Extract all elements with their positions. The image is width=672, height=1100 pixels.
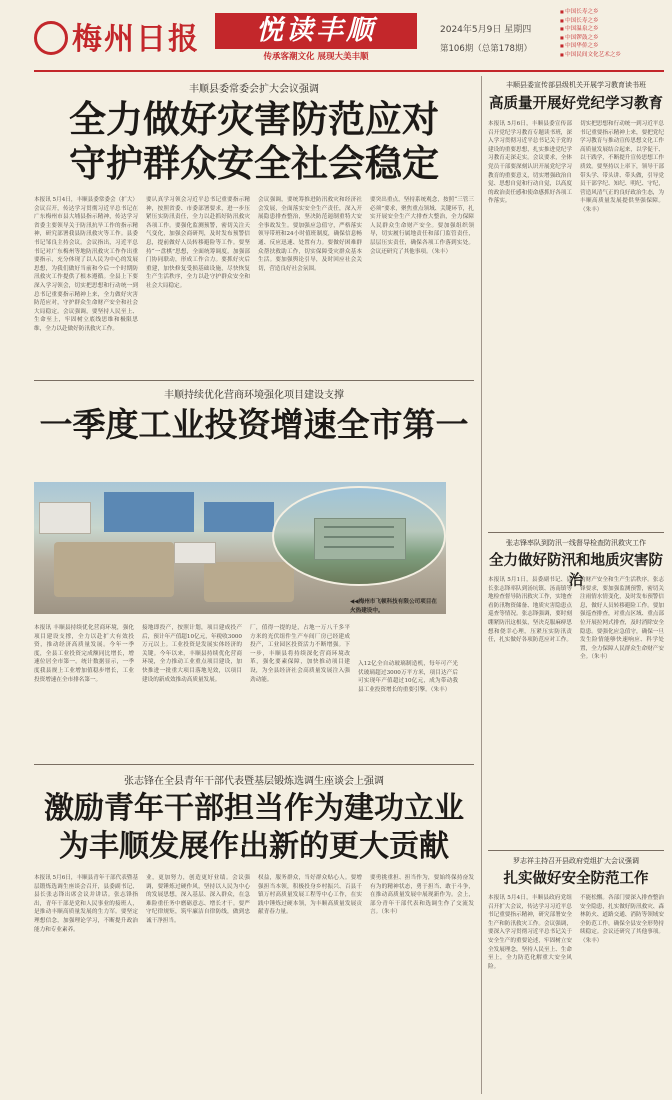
promo-list xyxy=(560,8,664,60)
promo-item: ■ 中国长寿之乡 xyxy=(560,8,664,17)
issue-number: 第106期（总第178期） xyxy=(440,44,532,54)
article2-title: 一季度工业投资增速全市第一 xyxy=(39,405,469,444)
article1-col2: 要认真学习领会习近平总书记重要指示精神，按照省委、市委部署要求，进一步压紧压实防汛责任，全力以赴抓好防汛救灾各项工作。要强化监测预警，密切关注天气变化，加强会商研判，及时发布预警信息，提前做好人员转移避险等工作。要坚持“一盘棋”思想，全面统筹调度，加强部门协同联动，形成工作合力。要抓好灾后重建，加快修复受损基础设施，尽快恢复生产生活秩序，全力以赴守护群众安全和社会大局稳定。 xyxy=(146,197,250,289)
article3-col4: 要勇挑重担、担当作为，要始终保持奋发有为的精神状态，勇于担当、敢于斗争，在推动高质量发展中展现新作为。会上，部分青年干部代表和选调生作了交流发言。（朱丰） xyxy=(370,875,474,916)
article2-col1: 本报讯 丰顺县持续优化营商环境，强化项目建设支撑，全力以赴扩大有效投资，推动经济高质量发展。今年一季度，全县工业投资完成额同比增长，增速位居全市第一。统计数据显示，一季度我县规上工业增加值稳步增长，工业投资增速在全市排名第一。 xyxy=(34,625,134,683)
article3-col1: 本报讯 5月6日，丰顺县青年干部代表暨基层锻炼选调生座谈会召开，县委副书记、县长张志锋出席会议并讲话。张志锋指出，青年干部是党和人民事业的接班人，是推动丰顺高质量发展的生力军。要坚定理想信念，加强理论学习，不断提升政治能力和专业素养。 xyxy=(34,875,138,933)
side3-col1: 本报讯 5月4日，丰顺县政府党组召开扩大会议，传达学习习近平总书记重要指示精神，研究部署安全生产和防汛救灾工作。会议强调，要深入学习贯彻习近平总书记关于安全生产的重要论述，牢固树立安全发展理念，坚持人民至上、生命至上，全力防范化解重大安全风险。 xyxy=(488,895,572,970)
side2-kicker: 张志锋率队到防汛一线督导检查防汛救灾工作 xyxy=(506,539,646,547)
article2-kicker: 丰顺持续优化营商环境强化项目建设支撑 xyxy=(164,390,344,401)
article1-col3: 会议强调，要统筹推进防汛救灾和经济社会发展，全面落实安全生产责任，深入开展隐患排查整治，坚决防范遏制重特大安全事故发生。要加强应急值守，严格落实领导带班和24小时值班制度，确保信息畅通、反应迅速、处置有力。要做好困难群众帮扶救助工作，切实保障受灾群众基本生活。要加强舆论引导，及时回应社会关切，营造良好社会氛围。 xyxy=(258,197,362,272)
factory-inset-photo xyxy=(272,486,446,586)
article2-col2: 接地即投产，按照计划，项目建成投产后，预计年产值超10亿元，年税收3000万元以上。工业投资是发展实体经济的关键。今年以来，丰顺县持续优化营商环境，全力推动工业重点项目建设，加快推进一批重大项目落地见效，以项目建设的新成效推动高质量发展。 xyxy=(142,625,242,683)
column-slogan: 传承客潮文化 展现大美丰顺 xyxy=(263,52,369,62)
article1-title-2: 守护群众安全社会稳定 xyxy=(69,142,439,185)
side1-col2: 切实把思想和行动统一到习近平总书记重要指示精神上来，要把党纪学习教育与推动宣传思想文化工作高质量发展结合起来，以学促干、以干践学，不断提升宣传思想工作质效。要坚持以上率下，领导干部带头学、带头讲、带头做，引导党员干部学纪、知纪、明纪、守纪，营造风清气正的良好政治生态，为丰顺高质量发展提供坚强保障。（朱丰） xyxy=(580,121,664,213)
divider xyxy=(34,764,474,765)
article1-col4: 要突出重点，坚持系统观念，按照“三管三必须”要求，聚焦重点领域、关键环节，扎实开展安全生产大排查大整治，全力保障人民群众生命财产安全。要加强组织领导，切实履行属地责任和部门监管责任，层层压实责任，确保各项工作落到实处。会议还研究了其他事项。（朱丰） xyxy=(370,197,474,255)
side2-col1: 本报讯 5月1日，县委副书记、县长张志锋率队到汤坑镇、汤南镇等地检查督导防汛救灾工作，实地查看防汛物资储备、地质灾害隐患点巡查等情况。张志锋强调，要时刻绷紧防汛这根弦，坚决克服麻痹思想和侥幸心理，压紧压实防汛责任，扎实做好各项防范应对工作。 xyxy=(488,577,572,644)
logo-text: 梅州日报 xyxy=(72,22,200,57)
promo-item: ■ 中国长寿之乡 xyxy=(560,17,664,26)
article3-col2: 业，更加努力，创造更好业绩。会议强调，要锤炼过硬作风，坚持以人民为中心的发展思想，深入基层、深入群众，在急难险重任务中磨砺意志、增长才干。要严守纪律规矩，筑牢廉洁自律防线，做到忠诚干净担当。 xyxy=(146,875,250,924)
article3-title-1: 激励青年干部担当作为建功立业 xyxy=(44,791,464,826)
article3-title-2: 为丰顺发展作出新的更大贡献 xyxy=(59,829,449,864)
promo-item: ■ 中国华侨之乡 xyxy=(560,42,664,51)
side3-kicker: 罗志祥主持召开县政府党组扩大会议强调 xyxy=(513,857,639,865)
divider xyxy=(34,380,474,381)
side3-title: 扎实做好安全防范工作 xyxy=(503,871,649,887)
article1-kicker: 丰顺县委常委会扩大会议强调 xyxy=(189,84,319,95)
side1-title: 高质量开展好党纪学习教育 xyxy=(489,96,663,112)
masthead-divider xyxy=(34,70,664,72)
article1-title-1: 全力做好灾害防范应对 xyxy=(69,98,439,141)
divider xyxy=(488,532,664,533)
side1-kicker: 丰顺县委宣传部县级机关开展学习教育读书班 xyxy=(506,81,646,89)
issue-date: 2024年5月9日 星期四 xyxy=(440,25,532,35)
column-banner: 悦读丰顺 xyxy=(215,13,417,49)
promo-item: ■ 中国锣鼓之乡 xyxy=(560,34,664,43)
column-separator xyxy=(481,76,482,1094)
side2-title: 全力做好防汛和地质灾害防治 xyxy=(489,553,663,589)
article2-col3: 厂，值得一提的是，占地一万八千多平方米的光伏组件生产车间厂房已经建成投产，工业园区投资活力不断增强。下一步，丰顺县将持续深化营商环境改革，强化要素保障，加快推动项目建设，为全县经济社会高质量发展注入强劲动能。 xyxy=(250,625,350,683)
article2-col4: 入12亿全自动玻璃制造机，每年可产光伏玻璃超过3000万平方米，项目达产后可实现年产值超过10亿元，成为带动我县工业投资增长的重要引擎。（朱丰） xyxy=(358,661,458,693)
article1-col1: 本报讯 5月4日，丰顺县委常委会（扩大）会议召开，传达学习贯彻习近平总书记在广东梅州市县大埔县指示精神，传达学习省委主要领导关于防汛抗旱工作的指示精神，研究部署我县防汛救灾等工作。县委书记邹良主持会议。会议指出，习近平总书记对广东梅州等地防汛救灾工作作出重要指示，充分体现了以人民为中心的发展思想，为我们做好当前和今后一个时期防汛救灾工作提供了根本遵循。全县上下要深入学习领会，切实把思想和行动统一到总书记重要指示精神上来，全力做好灾害防范应对，守护群众生命财产安全和社会大局稳定。会议强调，要坚持人民至上、生命至上，牢固树立底线思维和极限思维，全力以赴做好防汛救灾工作。 xyxy=(34,197,138,332)
newspaper-logo xyxy=(34,14,202,57)
side3-col2: 不能松懈。各部门要深入排查整治安全隐患，扎实做好防汛救灾、森林防火、道路交通、消防等领域安全防范工作，确保全县安全形势持续稳定。会议还研究了其他事项。（朱丰） xyxy=(580,895,664,944)
side1-col1: 本报讯 5月6日，丰顺县委宣传部召开党纪学习教育专题读书班，深入学习贯彻习近平总书记关于党的建设的重要思想，扎实推进党纪学习教育走深走实。会议要求，全体党员干部要深刻认识开展党纪学习教育的重要意义，切实增强政治自觉、思想自觉和行动自觉，以高度的政治责任感和使命感抓好各项工作落实。 xyxy=(488,121,572,205)
logo-emblem-icon xyxy=(34,21,68,55)
article3-kicker: 张志锋在全县青年干部代表暨基层锻炼选调生座谈会上强调 xyxy=(124,776,384,787)
photo-caption: ◀◀梅州市飞顿科技有限公司项目在火热建设中。 xyxy=(350,599,437,614)
divider xyxy=(488,850,664,851)
article3-col3: 权益，服务群众，当好群众贴心人。要增强担当本领，积极投身乡村振兴、百县千镇万村高质量发展工程等中心工作，在实践中锤炼过硬本领，为丰顺高质量发展贡献青春力量。 xyxy=(258,875,362,916)
promo-item: ■ 中国民间文化艺术之乡 xyxy=(560,51,664,60)
side2-col2: 的财产安全和生产生活秩序。张志锋要求，要加强监测预警，密切关注雨情水情变化，及时发布预警信息，做好人员转移避险工作。要加强巡查排查，对重点区域、重点部位开展拉网式排查，及时消除安全隐患。要强化应急值守，确保一旦发生险情能够快速响应、科学处置，全力保障人民群众生命财产安全。（朱丰） xyxy=(580,577,664,661)
promo-item: ■ 中国温泉之乡 xyxy=(560,25,664,34)
